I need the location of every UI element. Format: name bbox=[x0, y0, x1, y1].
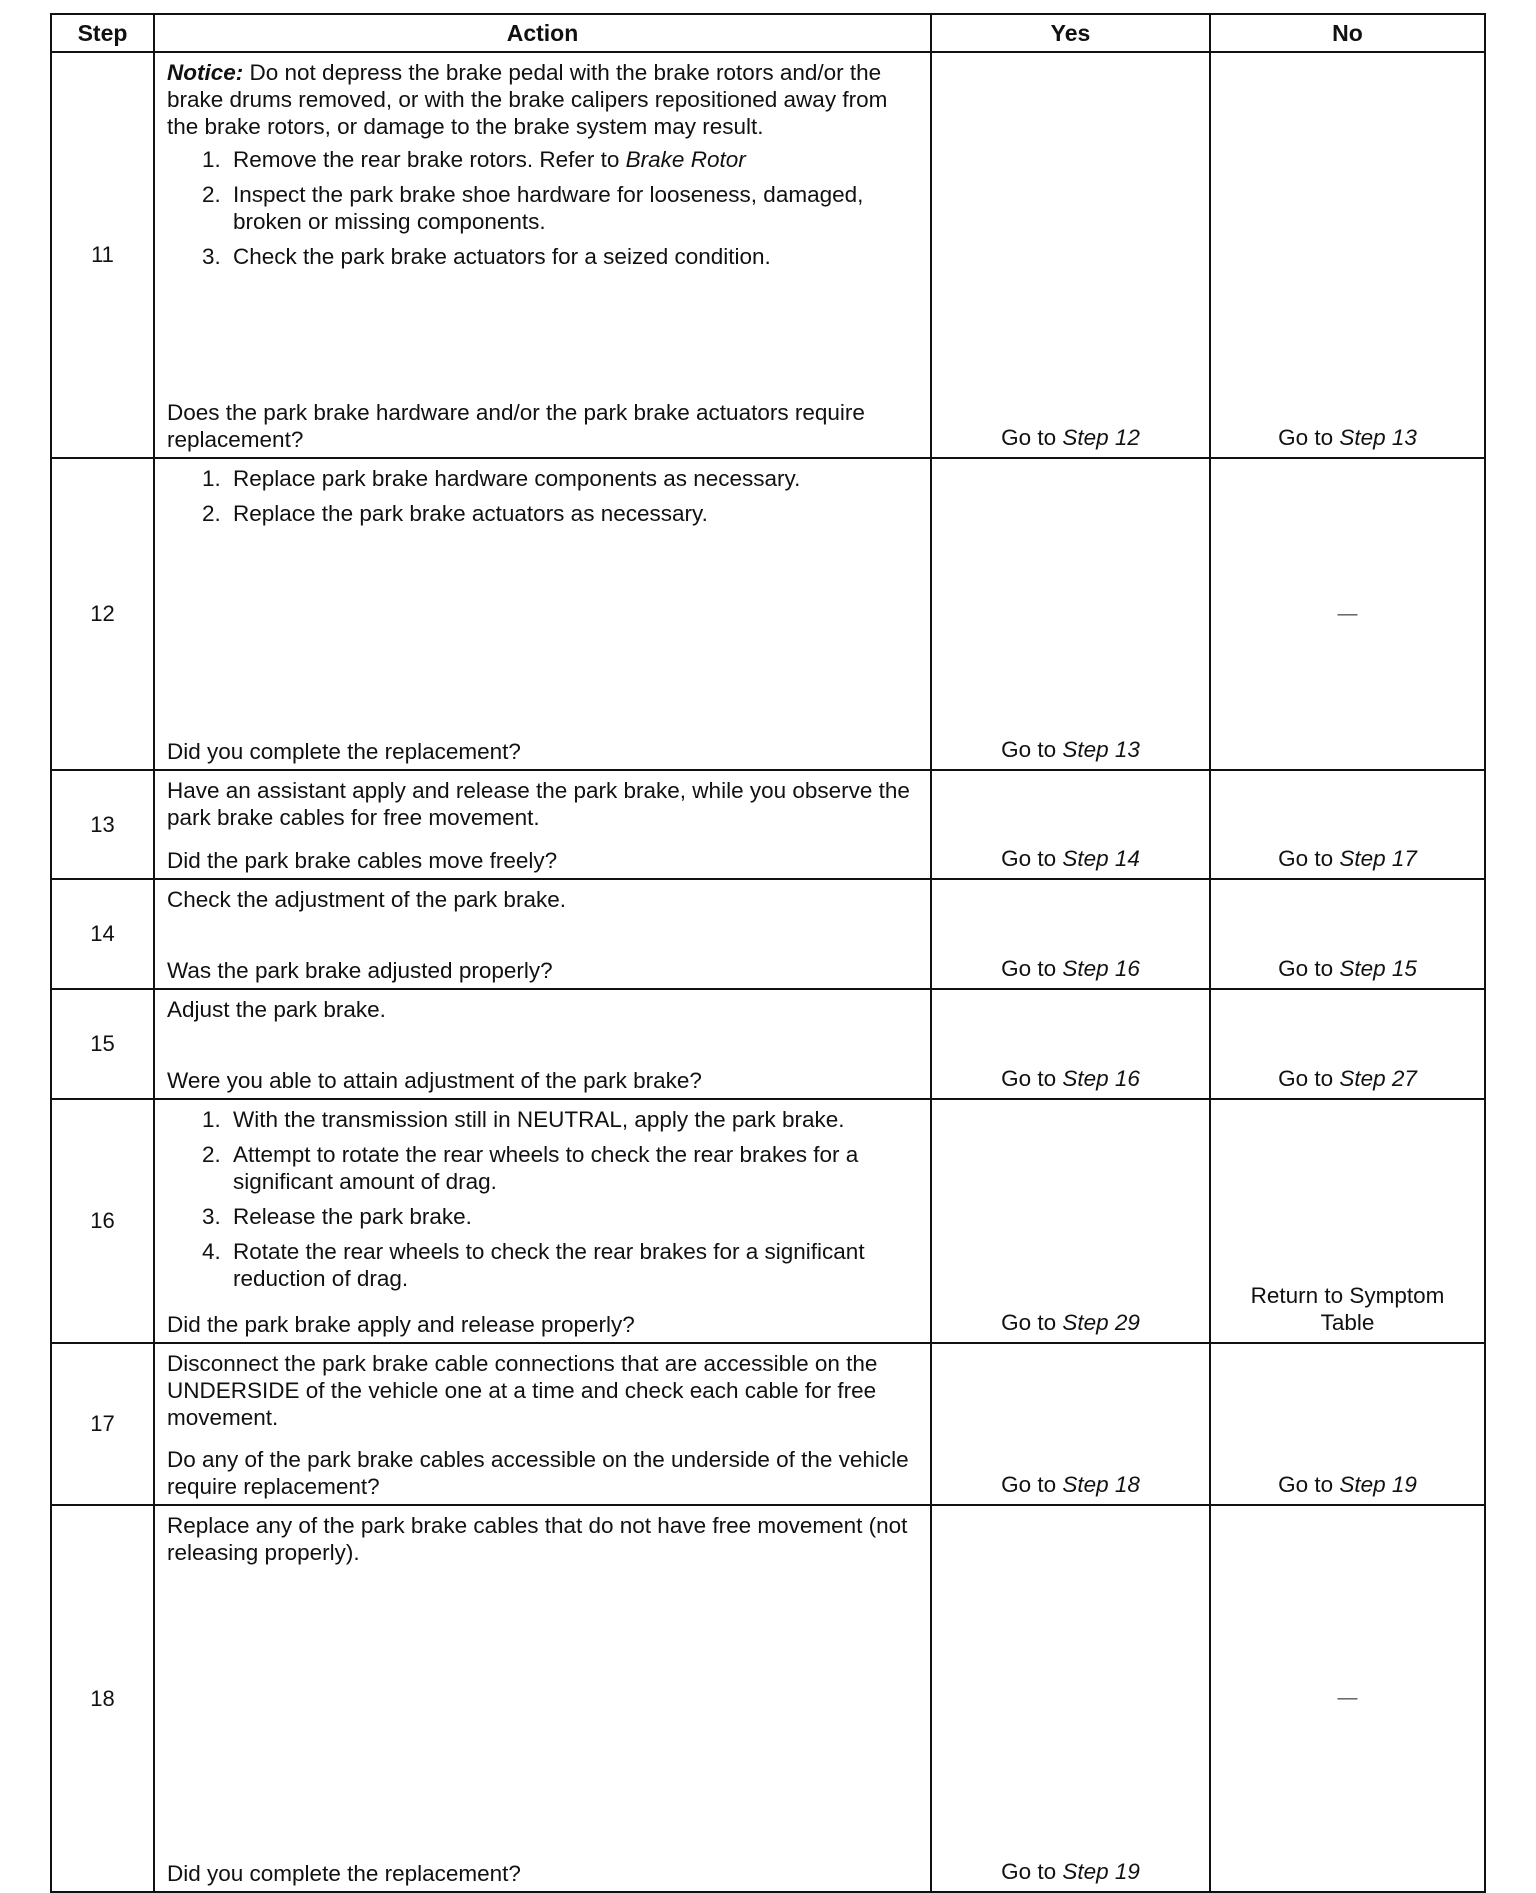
action-cell bbox=[154, 989, 931, 1099]
yes-step-link[interactable]: Step 16 bbox=[1062, 956, 1140, 981]
action-text: Disconnect the park brake cable connections that are accessible on the UNDERSIDE of the vehicle one at a time and check each cable for free movement. bbox=[167, 1351, 878, 1430]
yes-step-link[interactable]: Step 18 bbox=[1062, 1472, 1140, 1497]
action-cell bbox=[154, 879, 931, 989]
yes-cell: Go to Step 16 bbox=[931, 989, 1210, 1099]
brake-rotor-reference: Brake Rotor bbox=[625, 147, 746, 172]
no-cell bbox=[1210, 1099, 1485, 1343]
yes-step-link[interactable]: Step 16 bbox=[1062, 1066, 1140, 1091]
step-number: 14 bbox=[51, 879, 154, 989]
yes-cell: Go to Step 12 bbox=[931, 52, 1210, 458]
list-item: 1. Replace park brake hardware components as necessary. bbox=[227, 465, 918, 492]
no-step-link[interactable]: Step 27 bbox=[1339, 1066, 1417, 1091]
action-cell bbox=[154, 52, 931, 458]
table-row bbox=[51, 770, 1485, 879]
no-step-link[interactable]: Step 13 bbox=[1339, 425, 1417, 450]
action-text: Have an assistant apply and release the park brake, while you observe the park brake cables for free movement. bbox=[167, 778, 910, 830]
no-cell: Go to Step 19 bbox=[1210, 1343, 1485, 1505]
action-list bbox=[167, 146, 918, 270]
no-cell-dash: — bbox=[1210, 1505, 1485, 1892]
no-cell: Go to Step 15 bbox=[1210, 879, 1485, 989]
question: Was the park brake adjusted properly? bbox=[167, 958, 553, 983]
list-item: 3. Release the park brake. bbox=[227, 1203, 918, 1230]
action-cell bbox=[154, 1343, 931, 1505]
table-row bbox=[51, 52, 1485, 458]
question: Did the park brake apply and release properly? bbox=[167, 1312, 635, 1337]
table-row bbox=[51, 1099, 1485, 1343]
no-step-link[interactable]: Step 17 bbox=[1339, 846, 1417, 871]
no-cell-dash: — bbox=[1210, 458, 1485, 770]
notice bbox=[167, 59, 918, 140]
action-cell bbox=[154, 770, 931, 879]
question: Did you complete the replacement? bbox=[167, 739, 521, 764]
list-item: 4. Rotate the rear wheels to check the rear brakes for a significant reduction of drag. bbox=[227, 1238, 918, 1292]
return-to-symptom-table-link[interactable]: Return to Symptom Table bbox=[1250, 1283, 1445, 1335]
yes-step-link[interactable]: Step 19 bbox=[1062, 1859, 1140, 1884]
yes-step-link[interactable]: Step 12 bbox=[1062, 425, 1140, 450]
step-number: 17 bbox=[51, 1343, 154, 1505]
question: Did you complete the replacement? bbox=[167, 1861, 521, 1886]
action-list bbox=[167, 1106, 918, 1300]
step-number: 18 bbox=[51, 1505, 154, 1892]
header-no: No bbox=[1210, 14, 1485, 52]
step-number: 12 bbox=[51, 458, 154, 770]
header-step: Step bbox=[51, 14, 154, 52]
no-cell: Go to Step 17 bbox=[1210, 770, 1485, 879]
question: Did the park brake cables move freely? bbox=[167, 848, 558, 873]
action-cell bbox=[154, 458, 931, 770]
list-item: 2. Inspect the park brake shoe hardware for looseness, damaged, broken or missing components. bbox=[227, 181, 918, 235]
table-row bbox=[51, 458, 1485, 770]
no-step-link[interactable]: Step 19 bbox=[1339, 1472, 1417, 1497]
action-list bbox=[167, 465, 918, 535]
step-number: 16 bbox=[51, 1099, 154, 1343]
yes-cell: Go to Step 19 bbox=[931, 1505, 1210, 1892]
table-row bbox=[51, 879, 1485, 989]
table-header-row bbox=[51, 14, 1485, 52]
yes-step-link[interactable]: Step 14 bbox=[1062, 846, 1140, 871]
no-cell: Go to Step 27 bbox=[1210, 989, 1485, 1099]
notice-label: Notice: bbox=[167, 60, 244, 85]
question: Were you able to attain adjustment of the park brake? bbox=[167, 1068, 702, 1093]
action-text: Replace any of the park brake cables that do not have free movement (not releasing properly). bbox=[167, 1513, 908, 1565]
list-item: 2. Replace the park brake actuators as necessary. bbox=[227, 500, 918, 527]
list-item: 1. Remove the rear brake rotors. Refer to Brake Rotor bbox=[227, 146, 918, 173]
question: Do any of the park brake cables accessible on the underside of the vehicle require replacement? bbox=[167, 1447, 909, 1499]
step-number: 11 bbox=[51, 52, 154, 458]
action-cell bbox=[154, 1099, 931, 1343]
list-item: 2. Attempt to rotate the rear wheels to check the rear brakes for a significant amount of drag. bbox=[227, 1141, 918, 1195]
action-text: Check the adjustment of the park brake. bbox=[167, 887, 566, 912]
yes-step-link[interactable]: Step 29 bbox=[1062, 1310, 1140, 1335]
yes-cell: Go to Step 16 bbox=[931, 879, 1210, 989]
yes-cell: Go to Step 13 bbox=[931, 458, 1210, 770]
yes-step-link[interactable]: Step 13 bbox=[1062, 737, 1140, 762]
yes-cell: Go to Step 18 bbox=[931, 1343, 1210, 1505]
header-yes: Yes bbox=[931, 14, 1210, 52]
action-text: Adjust the park brake. bbox=[167, 997, 386, 1022]
header-action: Action bbox=[154, 14, 931, 52]
table-row bbox=[51, 1505, 1485, 1892]
step-number: 13 bbox=[51, 770, 154, 879]
table-row bbox=[51, 1343, 1485, 1505]
action-cell bbox=[154, 1505, 931, 1892]
yes-cell: Go to Step 29 bbox=[931, 1099, 1210, 1343]
table-row bbox=[51, 989, 1485, 1099]
list-item: 1. With the transmission still in NEUTRAL, apply the park brake. bbox=[227, 1106, 918, 1133]
list-item: 3. Check the park brake actuators for a seized condition. bbox=[227, 243, 918, 270]
yes-cell: Go to Step 14 bbox=[931, 770, 1210, 879]
question: Does the park brake hardware and/or the park brake actuators require replacement? bbox=[167, 400, 865, 452]
step-number: 15 bbox=[51, 989, 154, 1099]
notice-text: Do not depress the brake pedal with the brake rotors and/or the brake drums removed, or with the brake calipers repositioned away from the brake rotors, or damage to the brake system may result. bbox=[167, 60, 888, 139]
no-step-link[interactable]: Step 15 bbox=[1339, 956, 1417, 981]
diagnostic-table bbox=[50, 13, 1486, 1893]
no-cell: Go to Step 13 bbox=[1210, 52, 1485, 458]
